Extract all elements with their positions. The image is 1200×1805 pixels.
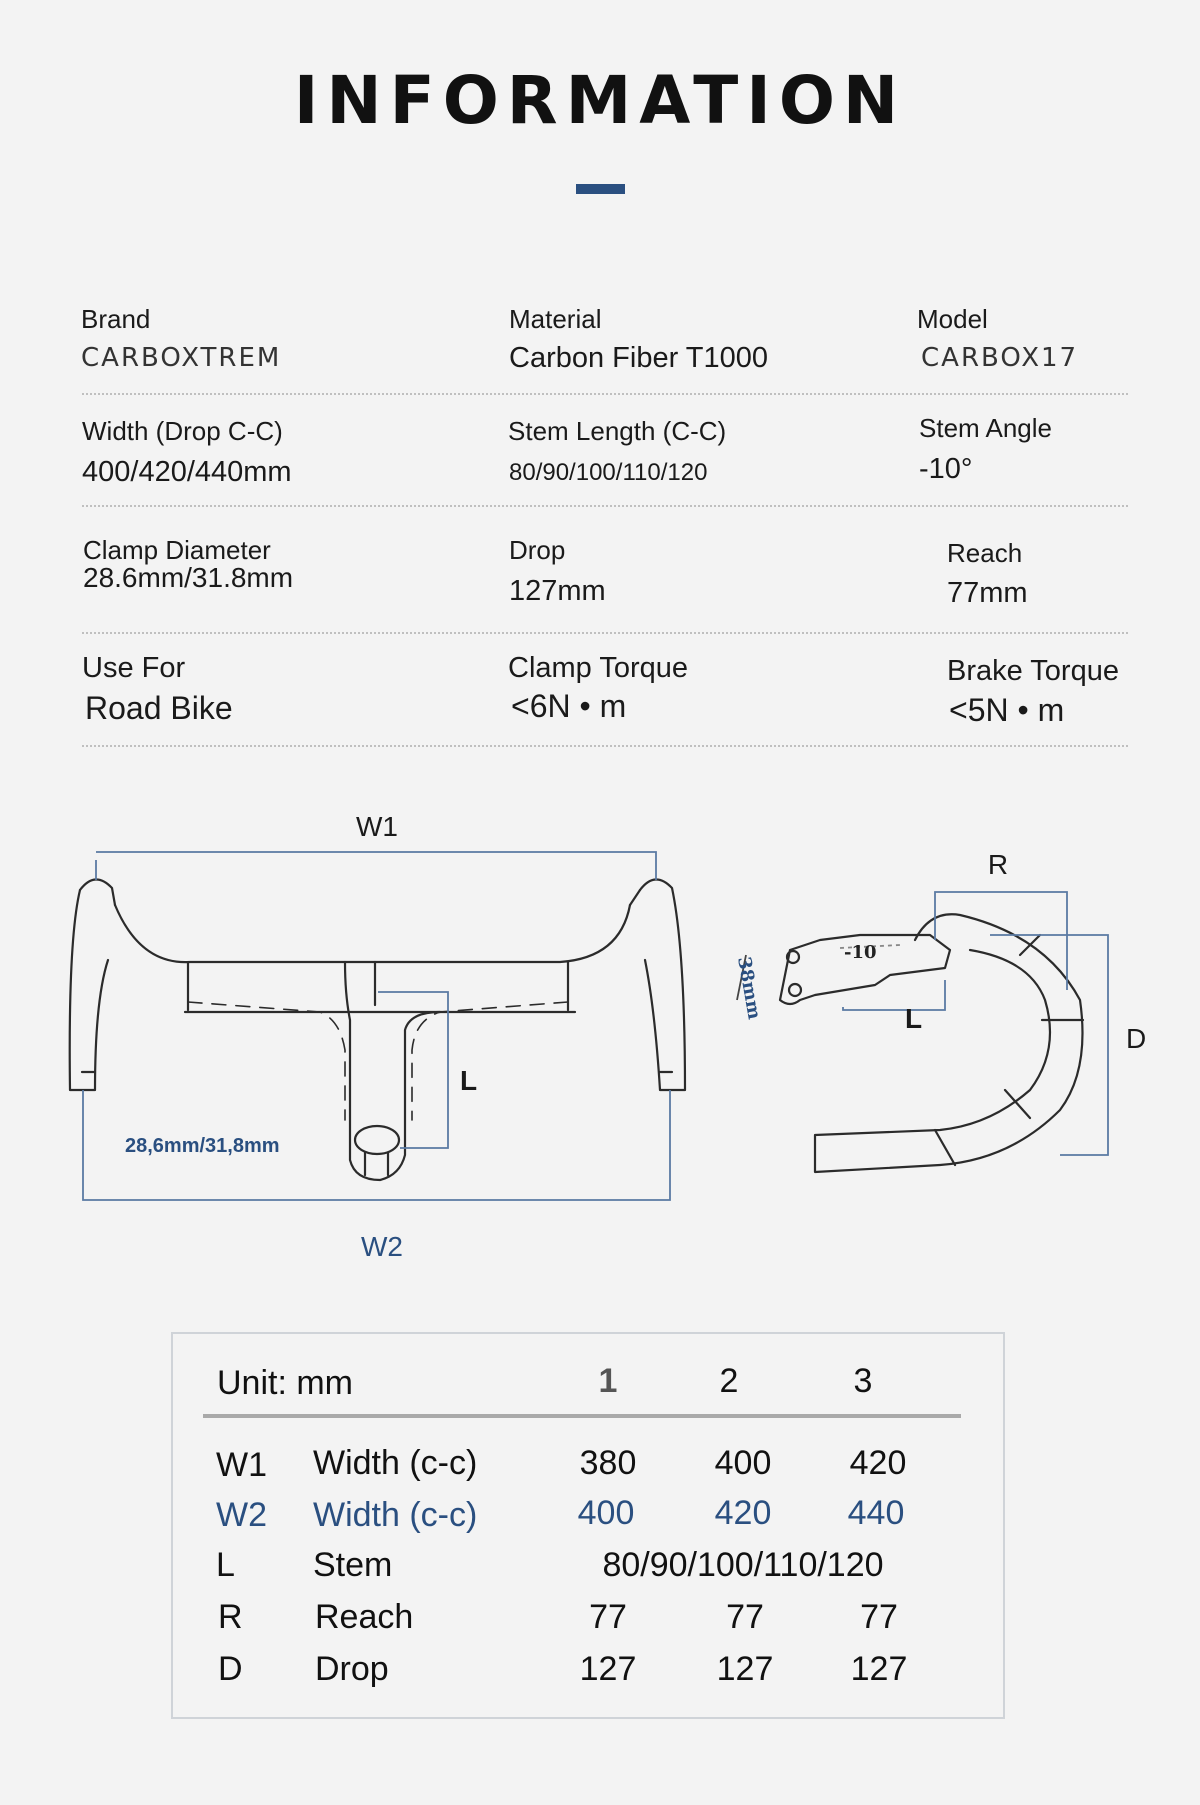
table-cell: 127 [716, 1650, 774, 1688]
table-row-code: R [218, 1598, 243, 1636]
dim-label-l-front: L [460, 1065, 478, 1096]
table-row-name: Stem [313, 1546, 393, 1584]
table-row-code: W1 [216, 1446, 267, 1484]
spec-label-width: Width (Drop C-C) [82, 416, 283, 446]
table-header-rule [203, 1414, 961, 1418]
spec-divider-2 [82, 505, 1128, 507]
dim-label-height: 38mm [733, 955, 765, 1022]
table-row-code: L [216, 1546, 235, 1584]
spec-label-material: Material [509, 304, 602, 334]
spec-label-clamp-diameter: Clamp Diameter [83, 535, 271, 565]
table-cell: 400 [714, 1444, 772, 1482]
table-row-name: Drop [315, 1650, 389, 1688]
dim-label-w2: W2 [361, 1231, 403, 1262]
spec-value-brand: CARBOXTREM [81, 343, 282, 373]
spec-label-clamp-torque: Clamp Torque [508, 652, 689, 684]
spec-value-stem-length: 80/90/100/110/120 [509, 459, 708, 486]
table-row-name: Reach [315, 1598, 414, 1636]
spec-value-stem-angle: -10° [919, 453, 973, 485]
spec-label-use-for: Use For [82, 652, 186, 684]
dim-label-clamp: 28,6mm/31,8mm [125, 1135, 280, 1157]
table-cell: 77 [589, 1598, 627, 1636]
spec-label-drop: Drop [509, 535, 566, 565]
table-cell: 400 [577, 1494, 635, 1532]
spec-label-stem-length: Stem Length (C-C) [508, 416, 727, 446]
dim-label-w1: W1 [356, 811, 398, 842]
spec-value-width: 400/420/440mm [82, 456, 292, 488]
spec-value-drop: 127mm [509, 575, 606, 607]
table-cell: 127 [579, 1650, 637, 1688]
dim-label-angle: -10 [844, 942, 877, 963]
spec-value-clamp-torque: <6N • m [511, 688, 627, 724]
spec-label-reach: Reach [947, 538, 1023, 568]
table-cell: 77 [726, 1598, 764, 1636]
spec-value-material: Carbon Fiber T1000 [509, 342, 769, 374]
spec-divider-1 [82, 393, 1128, 395]
spec-label-stem-angle: Stem Angle [919, 413, 1052, 443]
table-column-1: 1 [598, 1362, 618, 1400]
table-unit-label: Unit: mm [217, 1364, 353, 1402]
spec-divider-3 [82, 632, 1128, 634]
table-row-name: Width (c-c) [313, 1496, 478, 1534]
spec-label-brand: Brand [81, 304, 151, 334]
table-cell: 127 [850, 1650, 908, 1688]
table-cell: 440 [847, 1494, 905, 1532]
table-cell: 380 [579, 1444, 637, 1482]
handlebar-diagram [0, 780, 1200, 1300]
spec-divider-4 [82, 745, 1128, 747]
spec-label-model: Model [917, 304, 988, 334]
table-column-3: 3 [853, 1362, 873, 1400]
page-title: INFORMATION [293, 62, 907, 139]
dim-label-l-side: L [905, 1003, 923, 1034]
spec-value-use-for: Road Bike [85, 690, 233, 726]
table-cell: 420 [714, 1494, 772, 1532]
size-table [171, 1332, 1005, 1719]
title-accent-bar [576, 184, 625, 194]
table-row-code: W2 [216, 1496, 267, 1534]
spec-value-clamp-diameter: 28.6mm/31.8mm [83, 562, 294, 593]
dim-label-r: R [987, 849, 1009, 880]
table-column-2: 2 [719, 1362, 739, 1400]
spec-label-brake-torque: Brake Torque [947, 655, 1119, 687]
dim-label-d: D [1126, 1023, 1147, 1054]
spec-value-reach: 77mm [947, 577, 1028, 609]
side-view-handlebar [780, 914, 1083, 1172]
table-cell: 77 [860, 1598, 898, 1636]
spec-value-model: CARBOX17 [921, 343, 1079, 373]
table-row-name: Width (c-c) [313, 1444, 478, 1482]
spec-value-brake-torque: <5N • m [949, 692, 1065, 728]
table-row-code: D [218, 1650, 243, 1688]
table-cell-span: 80/90/100/110/120 [602, 1546, 884, 1584]
table-cell: 420 [849, 1444, 907, 1482]
front-view-hidden-lines [188, 1002, 568, 1120]
